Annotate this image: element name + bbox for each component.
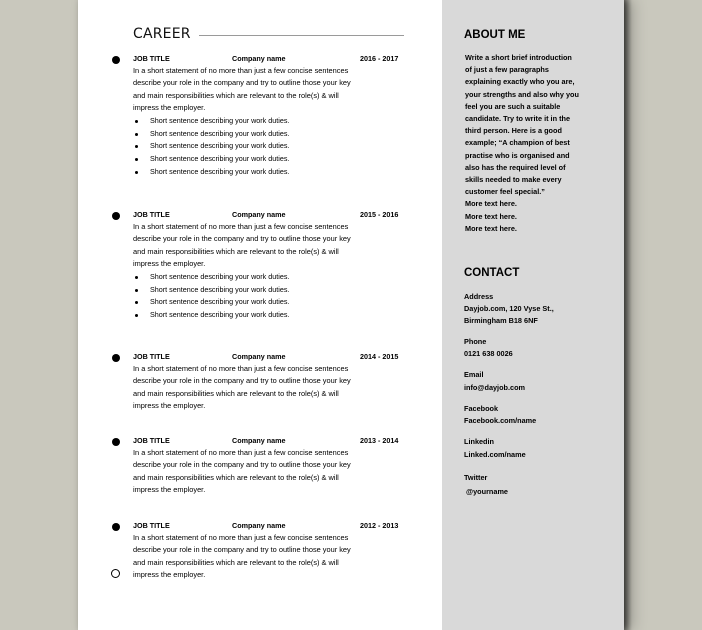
twitter-label: Twitter <box>464 473 488 482</box>
timeline-dot <box>112 56 120 64</box>
duties-list <box>133 271 289 322</box>
company-name: Company name <box>232 54 286 63</box>
company-name: Company name <box>232 521 286 530</box>
timeline-end-circle-icon <box>111 569 120 578</box>
career-divider <box>199 35 404 36</box>
company-name: Company name <box>232 210 286 219</box>
about-line: also has the required level of <box>465 162 566 172</box>
about-line: explaining exactly who you are, <box>465 77 575 87</box>
timeline-dot <box>112 438 120 446</box>
address-line: Birmingham B18 6NF <box>464 316 538 325</box>
timeline-dot <box>112 212 120 220</box>
duties-list <box>133 115 289 179</box>
address-line: Dayjob.com, 120 Vyse St., <box>464 304 554 313</box>
job-title: JOB TITLE <box>133 436 170 445</box>
job-summary: In a short statement of no more than just a few concise sentences describe your role in the company and try to outline those your key and main responsibilities which are relevant to the role(s) & will impress the employer. <box>133 364 351 410</box>
duty-item: Short sentence describing your work duties. <box>133 271 289 284</box>
address-value <box>464 303 554 327</box>
email-label: Email <box>464 370 484 379</box>
address-label: Address <box>464 292 494 301</box>
linkedin-label: Linkedin <box>464 437 494 446</box>
about-line: third person. Here is a good <box>465 126 562 136</box>
phone-label: Phone <box>464 337 487 346</box>
company-name: Company name <box>232 436 286 445</box>
career-heading: CAREER <box>133 26 191 42</box>
company-name: Company name <box>232 352 286 361</box>
duty-item: Short sentence describing your work duties. <box>133 153 289 166</box>
twitter-value[interactable]: @yourname <box>466 487 508 496</box>
about-line: More text here. <box>465 199 517 209</box>
duty-item: Short sentence describing your work duties. <box>133 115 289 128</box>
about-heading: ABOUT ME <box>464 29 526 41</box>
job-summary: In a short statement of no more than just a few concise sentences describe your role in the company and try to outline those your key and main responsibilities which are relevant to the role(s) & will impress the employer. <box>133 533 351 579</box>
duty-item: Short sentence describing your work duties. <box>133 166 289 179</box>
job-dates: 2014 - 2015 <box>360 352 399 361</box>
about-line: More text here. <box>465 211 517 221</box>
about-line: practise who is organised and <box>465 150 570 160</box>
timeline-dot <box>112 354 120 362</box>
job-title: JOB TITLE <box>133 54 170 63</box>
job-summary: In a short statement of no more than just a few concise sentences describe your role in the company and try to outline those your key and main responsibilities which are relevant to the role(s) & will impress the employer. <box>133 66 351 112</box>
facebook-value[interactable]: Facebook.com/name <box>464 416 537 425</box>
about-line: feel you are such a suitable <box>465 101 561 111</box>
contact-heading: CONTACT <box>464 267 520 279</box>
linkedin-value[interactable]: Linked.com/name <box>464 450 526 459</box>
phone-value: 0121 638 0026 <box>464 349 513 358</box>
job-dates: 2016 - 2017 <box>360 54 399 63</box>
about-line: candidate. Try to write it in the <box>465 114 571 124</box>
page-shadow <box>624 0 632 630</box>
duty-item: Short sentence describing your work duties. <box>133 140 289 153</box>
job-dates: 2013 - 2014 <box>360 436 399 445</box>
job-dates: 2012 - 2013 <box>360 521 399 530</box>
facebook-label: Facebook <box>464 404 499 413</box>
job-title: JOB TITLE <box>133 210 170 219</box>
about-line: More text here. <box>465 223 517 233</box>
job-summary: In a short statement of no more than just a few concise sentences describe your role in the company and try to outline those your key and main responsibilities which are relevant to the role(s) & will impress the employer. <box>133 448 351 494</box>
job-dates: 2015 - 2016 <box>360 210 399 219</box>
email-value[interactable]: info@dayjob.com <box>464 383 526 392</box>
job-title: JOB TITLE <box>133 352 170 361</box>
about-line: your strengths and also why you <box>465 89 579 99</box>
about-line: of just a few paragraphs <box>465 65 549 75</box>
about-line: example; “A champion of best <box>465 138 570 148</box>
duty-item: Short sentence describing your work duties. <box>133 284 289 297</box>
timeline-dot <box>112 523 120 531</box>
job-summary: In a short statement of no more than just a few concise sentences describe your role in the company and try to outline those your key and main responsibilities which are relevant to the role(s) & will impress the employer. <box>133 222 351 268</box>
about-line: skills needed to make every <box>465 175 562 185</box>
duty-item: Short sentence describing your work duties. <box>133 309 289 322</box>
about-line: Write a short brief introduction <box>465 53 572 62</box>
about-text <box>465 52 605 235</box>
duty-item: Short sentence describing your work duties. <box>133 296 289 309</box>
duty-item: Short sentence describing your work duties. <box>133 128 289 141</box>
about-line: customer feel special.” <box>465 187 545 197</box>
job-title: JOB TITLE <box>133 521 170 530</box>
